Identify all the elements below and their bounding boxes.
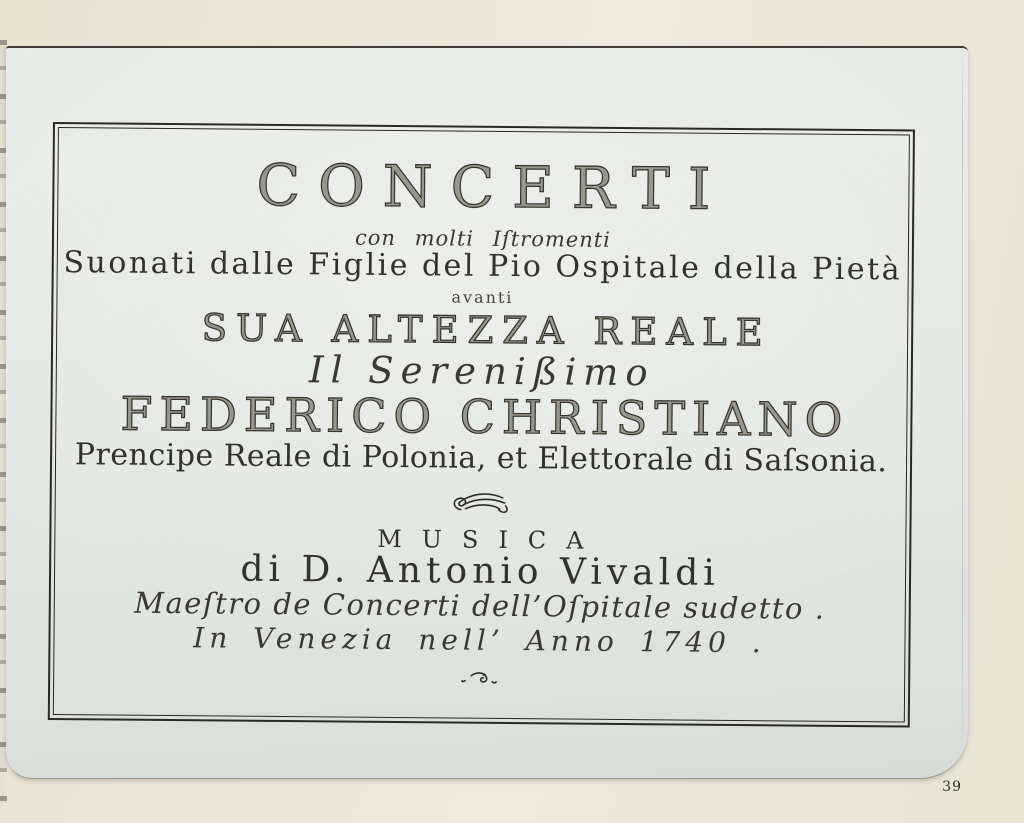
- subtitle-suonati: Suonati dalle Figlie del Pio Ospitale della Pietà: [63, 245, 903, 288]
- word-avanti: avanti: [451, 287, 514, 308]
- heading-musica: MUSICA: [377, 524, 604, 555]
- small-flourish-icon: [461, 669, 497, 686]
- subtitle-con-molti: con molti Iſtromenti: [354, 225, 612, 252]
- imprint-venezia-1740: In Venezia nell’ Anno 1740 .: [193, 621, 766, 660]
- engraving-plate: [6, 46, 968, 779]
- title-page-content: [56, 130, 907, 719]
- plate-fold-line: [962, 50, 963, 772]
- maestro-line: Maeſtro de Concerti dell’Oſpitale sudetto .: [134, 585, 826, 626]
- dedication-federico-christiano: FEDERICO CHRISTIANO: [120, 386, 850, 447]
- title-concerti: CONCERTI: [256, 152, 729, 223]
- dedication-sua-altezza: SUA ALTEZZA REALE: [201, 306, 772, 355]
- flourish-icon: [450, 489, 512, 520]
- dedication-serenissimo: Il Serenißimo: [308, 348, 655, 395]
- page-number: 39: [942, 779, 962, 795]
- dedication-prencipe: Prencipe Reale di Polonia, et Elettorale di Saſsonia.: [74, 437, 888, 480]
- frame-border: [48, 122, 915, 727]
- composer-line: di D. Antonio Vivaldi: [240, 548, 720, 594]
